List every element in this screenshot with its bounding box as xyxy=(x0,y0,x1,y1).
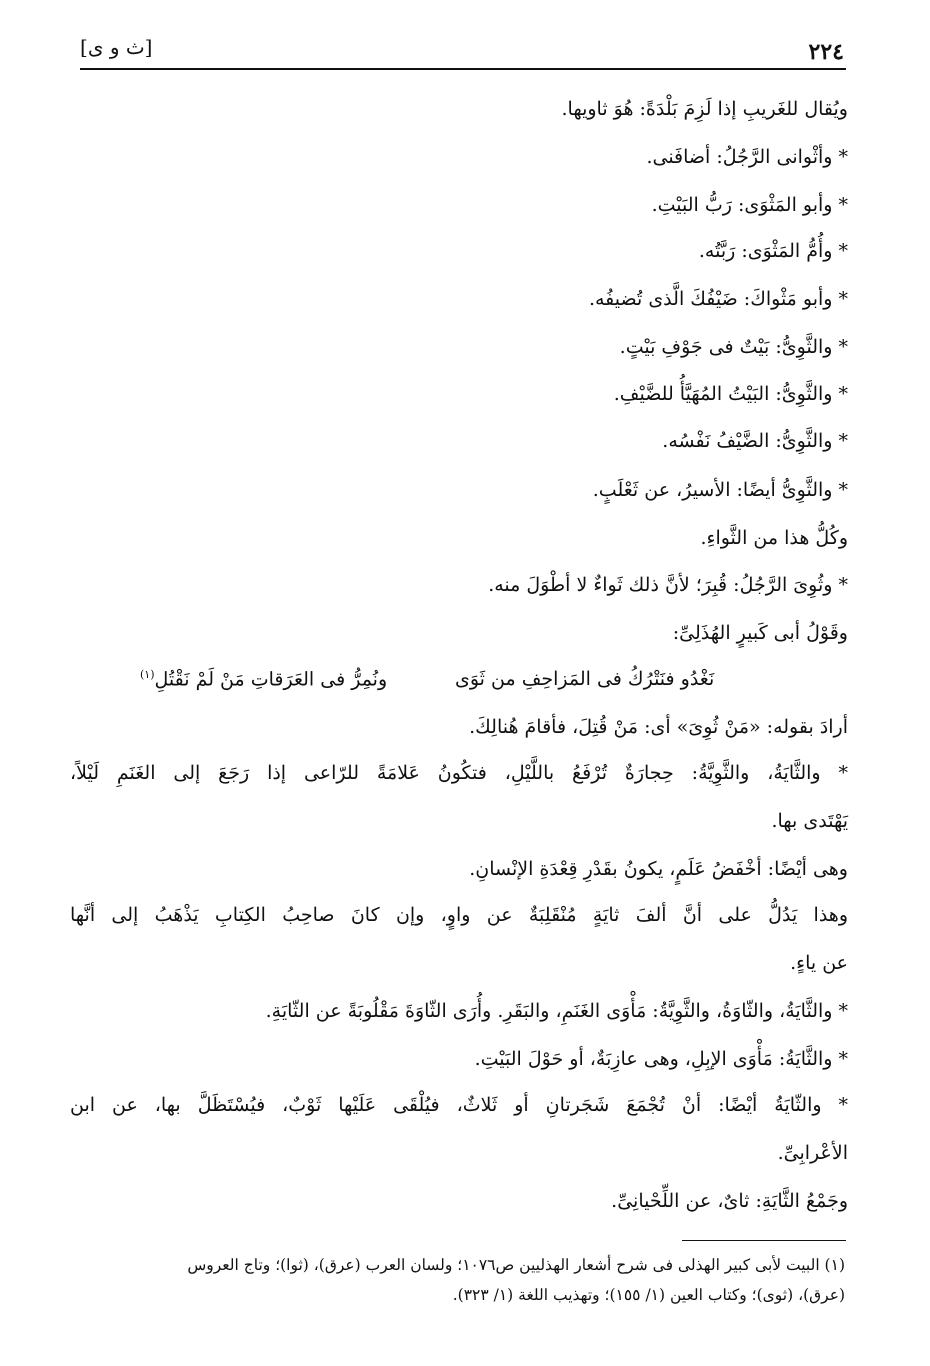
text-line: وكُلُّ هذا من الثَّواءِ. xyxy=(700,527,848,549)
footnote-rule xyxy=(682,1240,846,1241)
verse-second-text: ونُمِرُّ فى العَرَقاتِ مَنْ لَمْ نَقْتُلِ xyxy=(154,668,388,691)
text-line: الأعْرابِىِّ. xyxy=(777,1142,848,1164)
text-line: * وأبو مَثْواكَ: ضَيْفُكَ الَّذى تُضيفُه. xyxy=(588,288,848,310)
text-line: * وأثْوانى الرَّجُلُ: أضافَنى. xyxy=(646,146,848,168)
text-line: يَهْتَدى بها. xyxy=(771,810,848,832)
text-line: * والثَّوِىُّ: بَيْتٌ فى جَوْفِ بَيْتٍ. xyxy=(619,336,848,358)
footnote xyxy=(75,1250,845,1310)
text-line: وهذا يَدُلُّ على أنَّ ألفَ ثايَةٍ مُنْقَلِبَةٌ عن واوٍ، وإن كانَ صاحِبُ الكِتابِ يَذْهَبُ إلى أنَّها xyxy=(70,904,848,926)
text-line: * وأُمُّ المَثْوَى: رَبَّتُه. xyxy=(698,240,848,262)
text-line: * والثَّوِىُّ: الضَّيْفُ نَفْسُه. xyxy=(662,430,848,452)
text-line: ويُقال للغَريبِ إذا لَزِمَ بَلْدَةً: هُوَ ثاويها. xyxy=(561,98,848,120)
page-header xyxy=(80,35,844,65)
text-line: * وأبو المَثْوَى: رَبُّ البَيْتِ. xyxy=(651,194,848,216)
text-line: * والثَّايَةُ، والثّاوَةُ، والثَّوِيَّةُ: مَأْوَى الغَنَمِ، والبَقَرِ. وأُرَى الثّاوَةَ مَقْلُوبَةً عن الثّايَةِ. xyxy=(265,1000,848,1022)
root-label: [ث و ى] xyxy=(80,35,153,59)
text-line: * والثَّوِىُّ أيضًا: الأسيرُ، عن ثَعْلَبٍ. xyxy=(592,479,848,501)
text-line: وقَوْلُ أبى كَبيرٍ الهُذَلِىِّ: xyxy=(672,622,848,644)
page-number: ٢٢٤ xyxy=(808,39,844,65)
text-line: * والثَّوِىُّ: البَيْتُ المُهَيَّأُ للضَّيْفِ. xyxy=(613,383,848,405)
text-line: * والثَّايَةُ، والثَّوِيَّةُ: حِجارَةٌ تُرْفَعُ باللَّيْلِ، فتكُونُ عَلامَةً للرّاعى إذا رَجَعَ إلى الغَنَمِ لَيْلاً، xyxy=(70,762,848,784)
text-line: * وثُوِىَ الرَّجُلُ: قُبِرَ؛ لأنَّ ذلك ثَواءٌ لا أطْوَلَ منه. xyxy=(488,574,848,596)
verse-second-hemistich xyxy=(140,668,387,690)
footnote-line: (١) البيت لأبى كبير الهذلى فى شرح أشعار الهذليين ص١٠٧٦؛ ولسان العرب (عرق)، (ثوا)؛ وتاج العروس xyxy=(187,1256,845,1274)
footnote-marker: (١) xyxy=(140,668,155,681)
text-line: عن ياءٍ. xyxy=(790,952,848,974)
text-line: أرادَ بقوله: «مَنْ ثُوِىَ» أى: مَنْ قُتِلَ، فأقامَ هُنالِكَ. xyxy=(469,716,848,738)
verse-first-hemistich: نَغْدُو فنَتْرُكُ فى المَزاحِفِ من ثَوَى xyxy=(455,668,715,690)
text-line: وجَمْعُ الثَّايَةِ: ثاىٌ، عن اللِّحْيانِىِّ. xyxy=(611,1190,848,1212)
header-rule xyxy=(80,68,846,70)
text-line: وهى أيْضًا: أخْفَضُ عَلَمٍ، يكونُ بقَدْرِ قِعْدَةِ الإنْسانِ. xyxy=(469,858,848,880)
footnote-line: (عرق)، (ثوى)؛ وكتاب العين (١/ ١٥٥)؛ وتهذيب اللغة (١/ ٣٢٣). xyxy=(452,1286,845,1304)
text-line: * والثَّايَةُ: مَأْوَى الإبِلِ، وهى عازِبَةٌ، أو حَوْلَ البَيْتِ. xyxy=(474,1048,848,1070)
text-line: * والثّايَةُ أيْضًا: أنْ تُجْمَعَ شَجَرتانِ أو ثَلاثٌ، فيُلْقَى عَلَيْها ثَوْبٌ، فيُسْتَظَلَّ بها، عن ابن xyxy=(70,1094,848,1116)
